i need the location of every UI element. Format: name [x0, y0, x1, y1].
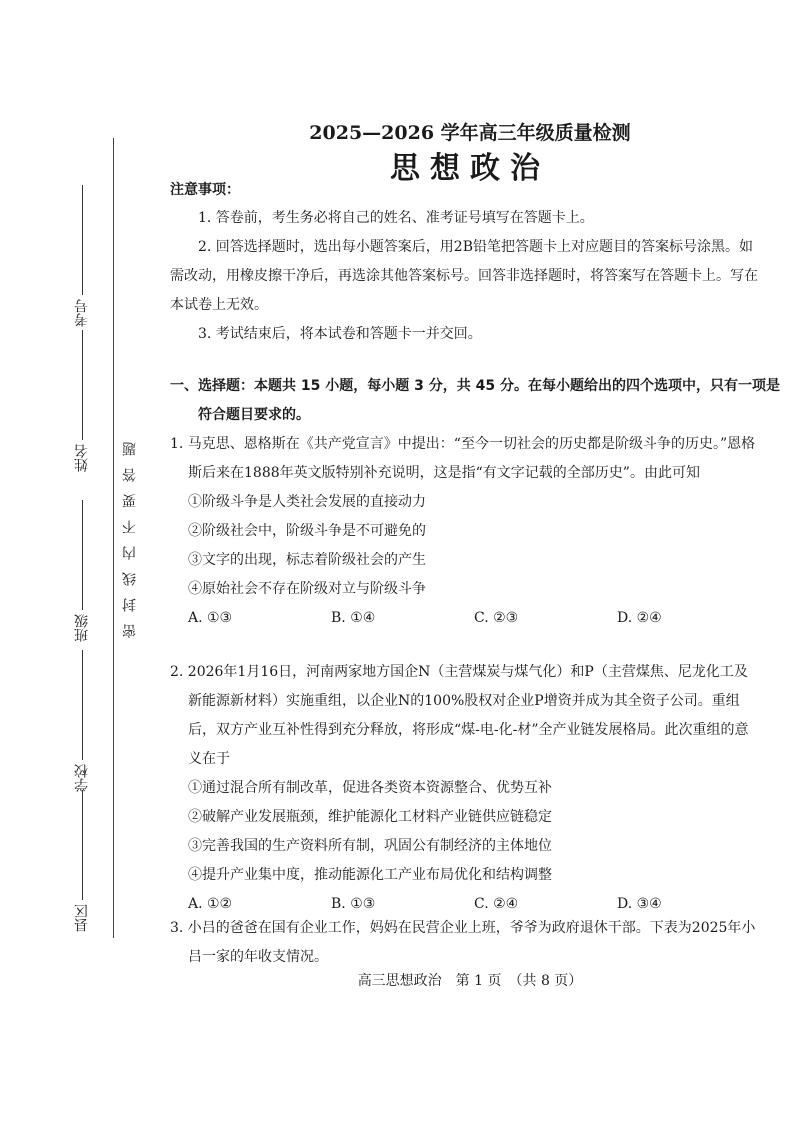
field-school: 学校: [62, 650, 102, 792]
question-stem: 2. 2026年1月16日，河南两家地方国企N（主营煤炭与煤气化）和P（主营煤焦、尼龙化工及新能源新材料）实施重组，以企业N的100%股权对企业P增资并成为其全资子公司。重组后，双方产业互补性得到充分释放，将形成“煤-电-化-材”全产业链发展格局。此次重组的意义在于: [170, 664, 749, 767]
exam-title: 2025—2026 学年高三年级质量检测: [309, 122, 631, 144]
notice-item: 1. 答卷前，考生务必将自己的姓名、准考证号填写在答题卡上。: [198, 210, 594, 226]
question-option: ①通过混合所有制改革，促进各类资本资源整合、优势互补: [188, 780, 552, 796]
choice-c: C. ②④: [474, 896, 519, 912]
choice-d: D. ③④: [617, 896, 662, 912]
notice-list: [170, 204, 760, 349]
subject-title: 思想政治: [390, 151, 550, 186]
question-option: ②破解产业发展瓶颈，维护能源化工材料产业链供应链稳定: [188, 809, 552, 825]
question-stem: 1. 马克思、恩格斯在《共产党宣言》中提出：“至今一切社会的历史都是阶级斗争的历史。”恩格斯后来在1888年英文版特别补充说明，这是指“有文字记载的全部历史”。由此可知: [170, 436, 756, 481]
question-option: ②阶级社会中，阶级斗争是不可避免的: [188, 523, 426, 539]
field-county: 县区: [62, 790, 102, 932]
answer-choices: [170, 604, 760, 633]
field-name: 姓名: [62, 330, 102, 472]
question-1: [170, 430, 760, 633]
section-heading: 一、选择题：本题共 15 小题，每小题 3 分，共 45 分。在每小题给出的四个选项中，只有一项是符合题目要求的。: [170, 378, 780, 423]
notice-title: 注意事项：: [170, 182, 240, 198]
question-option: ③完善我国的生产资料所有制，巩固公有制经济的主体地位: [188, 838, 552, 854]
seal-warning: 密封线内不要答题: [122, 430, 138, 638]
question-option: ④原始社会不存在阶级对立与阶级斗争: [188, 581, 426, 597]
question-3: [170, 914, 760, 972]
notice-item: 2. 回答选择题时，选出每小题答案后，用2B铅笔把答题卡上对应题目的答案标号涂黑。如需改动，用橡皮擦干净后，再选涂其他答案标号。回答非选择题时，将答案写在答题卡上。写在本试卷上无效。: [170, 239, 758, 313]
choice-a: A. ①②: [188, 896, 233, 912]
notice-item: 3. 考试结束后，将本试卷和答题卡一并交回。: [198, 326, 482, 342]
choice-b: B. ①③: [331, 896, 376, 912]
page-footer: 高三思想政治 第 1 页 （共 8 页）: [357, 973, 583, 989]
field-exam-number: 考号: [62, 185, 102, 327]
question-stem: 3. 小吕的爸爸在国有企业工作，妈妈在民营企业上班，爷爷为政府退休干部。下表为2025年小吕一家的年收支情况。: [170, 920, 756, 965]
choice-d: D. ②④: [617, 610, 662, 626]
field-class: 班级: [62, 500, 102, 642]
question-option: ①阶级斗争是人类社会发展的直接动力: [188, 494, 426, 510]
choice-b: B. ①④: [331, 610, 376, 626]
binding-line: [113, 138, 114, 938]
question-option: ④提升产业集中度，推动能源化工产业布局优化和结构调整: [188, 867, 552, 883]
binding-margin: [0, 0, 150, 1000]
choice-c: C. ②③: [474, 610, 519, 626]
question-option: ③文字的出现，标志着阶级社会的产生: [188, 552, 426, 568]
question-2: [170, 658, 760, 919]
choice-a: A. ①③: [188, 610, 233, 626]
